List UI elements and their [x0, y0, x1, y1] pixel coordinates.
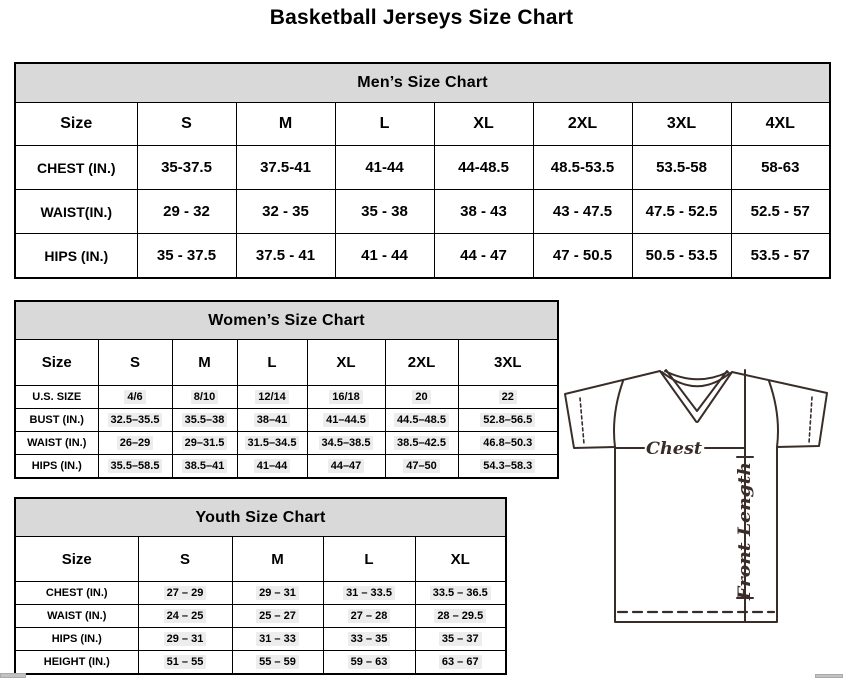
womens-size-table — [14, 300, 559, 479]
value-text: 22 — [499, 390, 517, 404]
value-text: 4/6 — [124, 390, 145, 404]
value-cell — [458, 432, 558, 455]
value-cell — [237, 409, 307, 432]
value-text: 35.5–38 — [182, 413, 228, 427]
right-cuff-dashed-line — [809, 397, 812, 443]
chest-label: Chest — [646, 439, 703, 459]
left-cuff-dashed-line — [580, 398, 584, 444]
value-text: 29–31.5 — [182, 436, 228, 450]
value-cell: 44 - 47 — [434, 234, 533, 279]
value-cell — [138, 605, 232, 628]
value-cell — [172, 386, 237, 409]
value-cell — [385, 432, 458, 455]
column-header: 2XL — [533, 103, 632, 146]
row-label: CHEST (IN.) — [15, 146, 137, 190]
value-text: 25 – 27 — [256, 609, 299, 623]
table-row — [15, 103, 830, 146]
value-cell — [415, 605, 506, 628]
column-header: 3XL — [632, 103, 731, 146]
row-label: U.S. SIZE — [15, 386, 98, 409]
table-row — [15, 455, 558, 479]
womens-table-title: Women’s Size Chart — [15, 301, 558, 340]
value-cell — [323, 651, 415, 675]
value-cell: 32 - 35 — [236, 190, 335, 234]
value-text: 44.5–48.5 — [394, 413, 449, 427]
value-cell — [385, 386, 458, 409]
row-label: HEIGHT (IN.) — [15, 651, 138, 675]
value-text: 44–47 — [328, 459, 365, 473]
value-cell — [385, 409, 458, 432]
v-neck-collar — [660, 370, 732, 422]
horizontal-scrollbar-thumb-right[interactable] — [815, 674, 843, 678]
value-cell — [307, 409, 385, 432]
table-row — [15, 605, 506, 628]
value-cell — [307, 432, 385, 455]
value-cell — [458, 455, 558, 479]
value-cell: 41-44 — [335, 146, 434, 190]
table-row — [15, 63, 830, 103]
value-text: 24 – 25 — [164, 609, 207, 623]
left-armhole-seam — [614, 381, 623, 447]
value-cell: 29 - 32 — [137, 190, 236, 234]
value-cell — [138, 582, 232, 605]
value-cell: 52.5 - 57 — [731, 190, 830, 234]
row-label: CHEST (IN.) — [15, 582, 138, 605]
page-title: Basketball Jerseys Size Chart — [269, 6, 574, 29]
value-cell — [237, 386, 307, 409]
youth-table-title: Youth Size Chart — [15, 498, 506, 537]
value-cell — [232, 651, 323, 675]
value-cell: 43 - 47.5 — [533, 190, 632, 234]
mens-size-table — [14, 62, 831, 279]
value-text: 54.3–58.3 — [480, 459, 535, 473]
value-text: 34.5–38.5 — [319, 436, 374, 450]
value-cell — [237, 432, 307, 455]
front-length-label: Front Length — [735, 474, 755, 600]
jersey-measurement-diagram — [560, 360, 843, 679]
column-header: L — [237, 340, 307, 386]
row-label: WAIST(IN.) — [15, 190, 137, 234]
table-row — [15, 301, 558, 340]
value-text: 35 – 37 — [439, 632, 482, 646]
value-text: 38–41 — [254, 413, 291, 427]
value-cell: 47 - 50.5 — [533, 234, 632, 279]
column-header: S — [137, 103, 236, 146]
value-cell — [172, 432, 237, 455]
column-header: 3XL — [458, 340, 558, 386]
value-cell: 48.5-53.5 — [533, 146, 632, 190]
value-cell — [415, 628, 506, 651]
column-header-size: Size — [15, 340, 98, 386]
value-text: 27 – 29 — [164, 586, 207, 600]
value-cell — [415, 582, 506, 605]
column-header: S — [98, 340, 172, 386]
value-cell — [232, 582, 323, 605]
value-cell: 41 - 44 — [335, 234, 434, 279]
value-cell — [307, 386, 385, 409]
value-cell: 53.5-58 — [632, 146, 731, 190]
value-text: 55 – 59 — [256, 655, 299, 669]
value-cell: 44-48.5 — [434, 146, 533, 190]
value-cell: 50.5 - 53.5 — [632, 234, 731, 279]
value-cell — [98, 386, 172, 409]
value-cell: 37.5-41 — [236, 146, 335, 190]
right-armhole-seam — [769, 381, 778, 447]
value-text: 51 – 55 — [164, 655, 207, 669]
table-row — [15, 537, 506, 582]
table-row — [15, 146, 830, 190]
value-text: 38.5–41 — [182, 459, 228, 473]
column-header: M — [232, 537, 323, 582]
value-cell: 37.5 - 41 — [236, 234, 335, 279]
table-row — [15, 234, 830, 279]
value-cell — [415, 651, 506, 675]
value-text: 12/14 — [255, 390, 289, 404]
column-header: 4XL — [731, 103, 830, 146]
table-row — [15, 432, 558, 455]
mens-table-title: Men’s Size Chart — [15, 63, 830, 103]
value-text: 41–44.5 — [323, 413, 369, 427]
row-label: HIPS (IN.) — [15, 455, 98, 479]
value-cell: 47.5 - 52.5 — [632, 190, 731, 234]
value-text: 32.5–35.5 — [108, 413, 163, 427]
value-text: 27 – 28 — [348, 609, 391, 623]
value-text: 16/18 — [329, 390, 363, 404]
row-label: WAIST (IN.) — [15, 605, 138, 628]
value-text: 26–29 — [117, 436, 154, 450]
value-cell: 35-37.5 — [137, 146, 236, 190]
table-row — [15, 340, 558, 386]
value-text: 29 – 31 — [256, 586, 299, 600]
value-cell — [138, 628, 232, 651]
value-text: 52.8–56.5 — [480, 413, 535, 427]
value-cell — [307, 455, 385, 479]
horizontal-scrollbar-thumb-left[interactable] — [0, 673, 26, 678]
column-header: M — [236, 103, 335, 146]
youth-size-table — [14, 497, 507, 675]
value-text: 33.5 – 36.5 — [430, 586, 491, 600]
value-text: 47–50 — [403, 459, 440, 473]
table-row — [15, 582, 506, 605]
value-cell — [98, 432, 172, 455]
value-cell — [232, 605, 323, 628]
value-cell — [237, 455, 307, 479]
column-header: L — [323, 537, 415, 582]
value-text: 35.5–58.5 — [108, 459, 163, 473]
value-text: 31.5–34.5 — [245, 436, 300, 450]
value-cell: 53.5 - 57 — [731, 234, 830, 279]
value-cell: 38 - 43 — [434, 190, 533, 234]
value-cell: 35 - 37.5 — [137, 234, 236, 279]
table-row — [15, 498, 506, 537]
row-label: HIPS (IN.) — [15, 234, 137, 279]
value-cell — [138, 651, 232, 675]
value-cell — [98, 455, 172, 479]
table-row — [15, 190, 830, 234]
value-text: 38.5–42.5 — [394, 436, 449, 450]
value-cell — [458, 409, 558, 432]
column-header: XL — [434, 103, 533, 146]
column-header: S — [138, 537, 232, 582]
value-cell — [458, 386, 558, 409]
row-label: BUST (IN.) — [15, 409, 98, 432]
value-text: 59 – 63 — [348, 655, 391, 669]
value-text: 33 – 35 — [348, 632, 391, 646]
column-header: M — [172, 340, 237, 386]
value-cell: 35 - 38 — [335, 190, 434, 234]
value-cell — [172, 409, 237, 432]
column-header: L — [335, 103, 434, 146]
value-text: 28 – 29.5 — [434, 609, 486, 623]
row-label: HIPS (IN.) — [15, 628, 138, 651]
value-cell — [98, 409, 172, 432]
value-cell — [323, 582, 415, 605]
column-header: XL — [307, 340, 385, 386]
value-text: 8/10 — [191, 390, 218, 404]
value-text: 31 – 33.5 — [343, 586, 395, 600]
value-text: 29 – 31 — [164, 632, 207, 646]
value-cell — [232, 628, 323, 651]
column-header: 2XL — [385, 340, 458, 386]
value-text: 63 – 67 — [439, 655, 482, 669]
column-header: XL — [415, 537, 506, 582]
table-row — [15, 651, 506, 675]
value-text: 20 — [412, 390, 430, 404]
value-cell — [323, 605, 415, 628]
value-text: 41–44 — [254, 459, 291, 473]
value-cell: 58-63 — [731, 146, 830, 190]
value-cell — [172, 455, 237, 479]
table-row — [15, 386, 558, 409]
table-row — [15, 628, 506, 651]
column-header-size: Size — [15, 103, 137, 146]
value-text: 46.8–50.3 — [480, 436, 535, 450]
value-cell — [323, 628, 415, 651]
row-label: WAIST (IN.) — [15, 432, 98, 455]
value-text: 31 – 33 — [256, 632, 299, 646]
value-cell — [385, 455, 458, 479]
column-header-size: Size — [15, 537, 138, 582]
table-row — [15, 409, 558, 432]
